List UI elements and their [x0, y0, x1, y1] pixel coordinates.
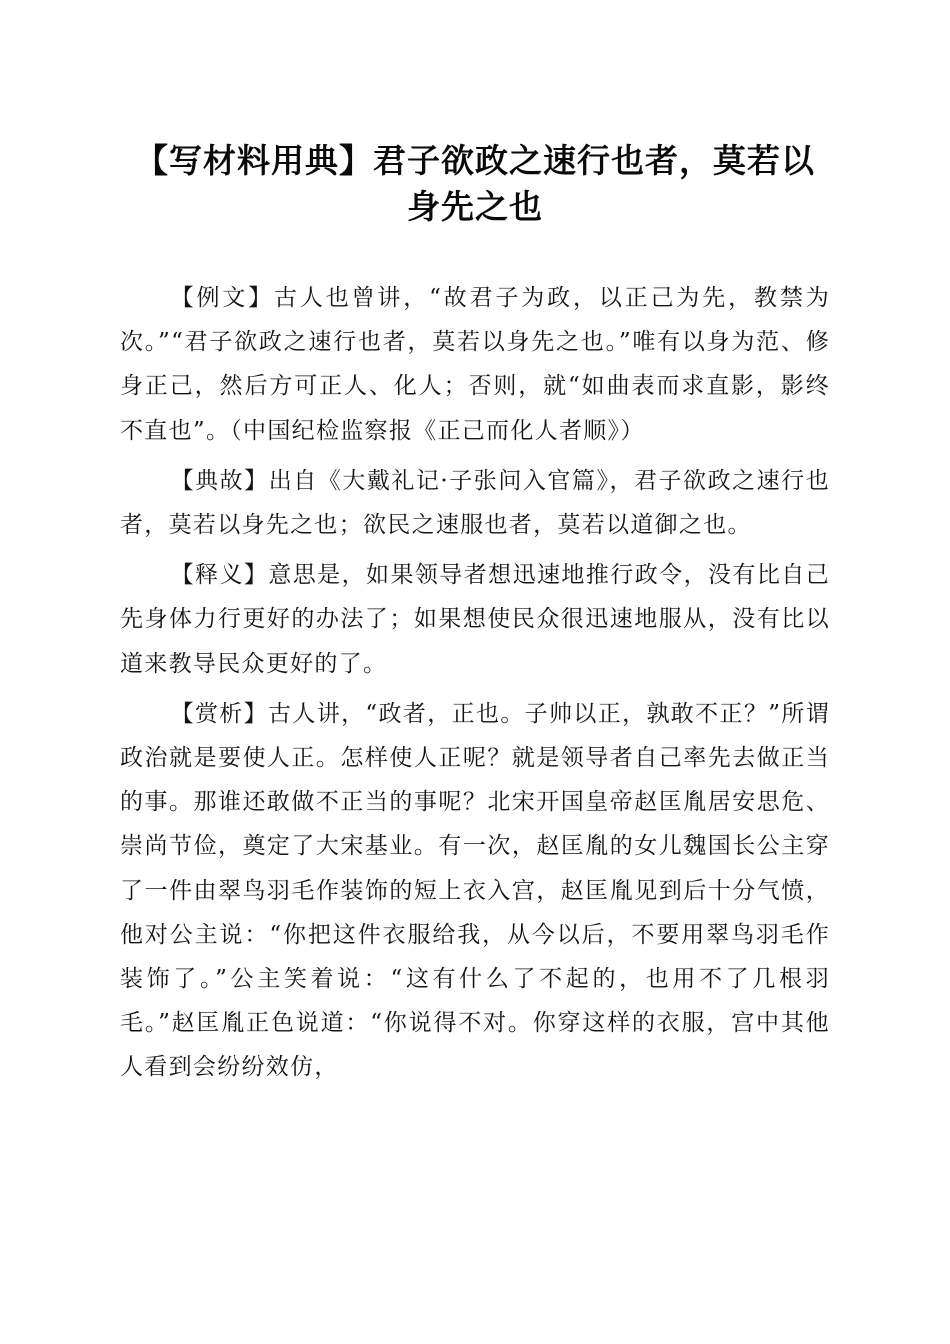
title-line-1: 【写材料用典】君子欲政之速行也者，莫若以	[135, 141, 815, 180]
paragraph-text: 古人讲，“政者，正也。子帅以正，孰敢不正？”所谓政治就是要使人正。怎样使人正呢？就是领导者自己率先去做正当的事。那谁还敢做不正当的事呢？北宋开国皇帝赵匡胤居安思危、崇尚节俭，奠定了大宋基业。有一次，赵匡胤的女儿魏国长公主穿了一件由翠鸟羽毛作装饰的短上衣入宫，赵匡胤见到后十分气愤，他对公主说：“你把这件衣服给我，从今以后，不要用翠鸟羽毛作装饰了。”公主笑着说：“这有什么了不起的，也用不了几根羽毛。”赵匡胤正色说道：“你说得不对。你穿这样的衣服，宫中其他人看到会纷纷效仿，	[120, 700, 830, 1081]
document-title	[120, 138, 830, 230]
paragraph-label: 【赏析】	[170, 700, 269, 727]
paragraph-text: 意思是，如果领导者想迅速地推行政令，没有比自己先身体力行更好的办法了；如果想使民众很迅速地服从，没有比以道来教导民众更好的了。	[120, 562, 831, 677]
paragraph-allusion	[120, 459, 830, 547]
paragraph-text: 古人也曾讲，“故君子为政，以正己为先，教禁为次。”“君子欲政之速行也者，莫若以身先之也。”唯有以身为范、修身正己，然后方可正人、化人；否则，就“如曲表而求直影，影终不直也”。（中国纪检监察报《正己而化人者顺》）	[120, 285, 831, 444]
paragraph-label: 【典故】	[170, 467, 269, 494]
paragraph-explanation	[120, 553, 830, 686]
paragraph-label: 【释义】	[170, 562, 269, 589]
paragraph-text: 出自《大戴礼记·子张问入官篇》，君子欲政之速行也者，莫若以身先之也；欲民之速服也者，莫若以道御之也。	[120, 467, 831, 539]
paragraph-label: 【例文】	[170, 285, 275, 311]
document-body	[120, 276, 830, 1096]
paragraph-appreciation	[120, 692, 830, 1090]
paragraph-example	[120, 276, 830, 453]
title-line-2: 身先之也	[407, 187, 543, 226]
